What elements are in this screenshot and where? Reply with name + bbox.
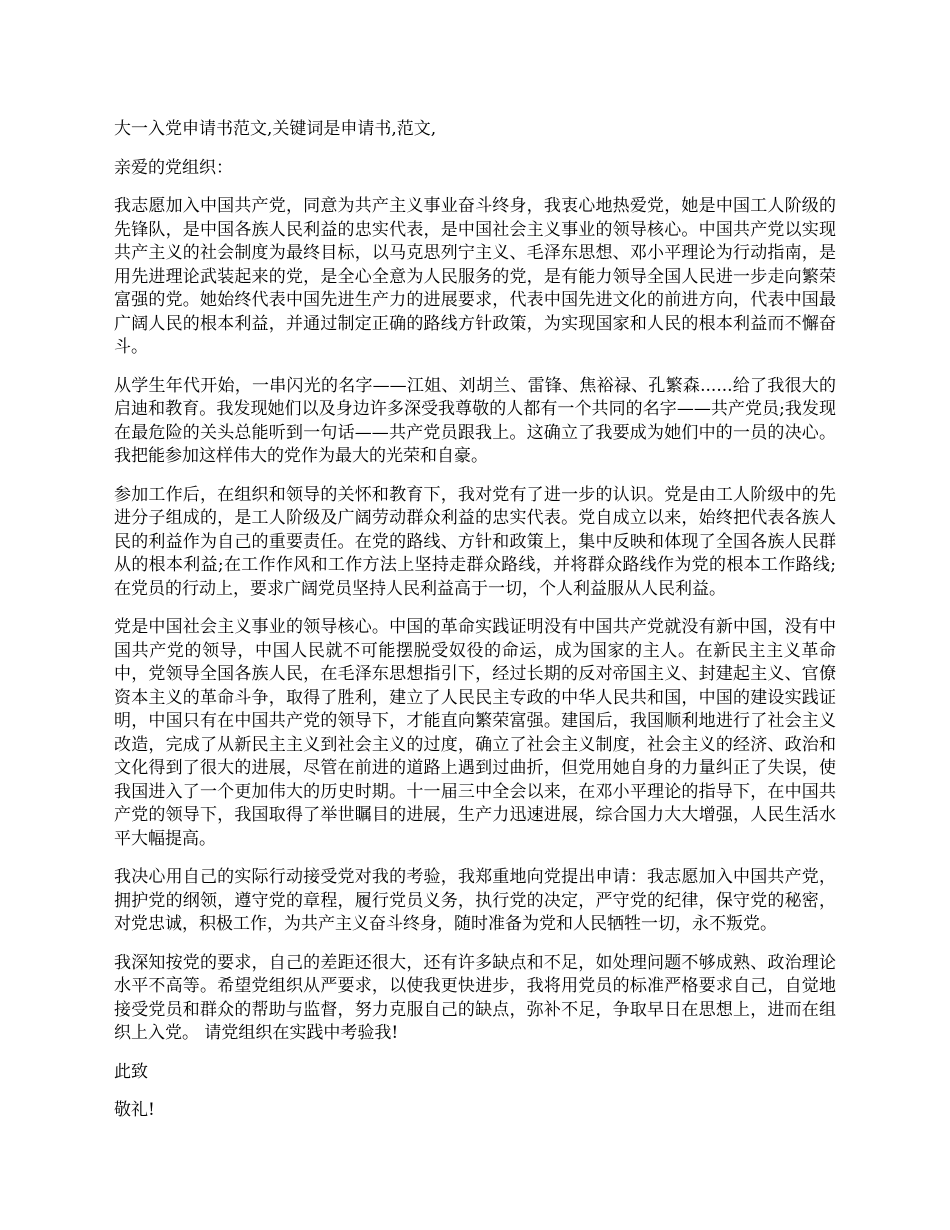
body-paragraph: 我志愿加入中国共产党，同意为共产主义事业奋斗终身，我衷心地热爱党，她是中国工人阶级的先锋队，是中国各族人民利益的忠实代表，是中国社会主义事业的领导核心。中国共产党以实现共产主义的社会制度为最终目标，以马克思列宁主义、毛泽东思想、邓小平理论为行动指南，是用先进理论武装起来的党，是全心全意为人民服务的党，是有能力领导全国人民进一步走向繁荣富强的党。她始终代表中国先进生产力的进展要求，代表中国先进文化的前进方向，代表中国最广阔人民的根本利益，并通过制定正确的路线方针政策，为实现国家和人民的根本利益而不懈奋斗。	[114, 196, 836, 357]
closing-jing-li: 敬礼!	[114, 1100, 155, 1120]
body-paragraph: 从学生年代开始，一串闪光的名字——江姐、刘胡兰、雷锋、焦裕禄、孔繁森......给了我很大的启迪和教育。我发现她们以及身边许多深受我尊敬的人都有一个共同的名字——共产党员;我发现在最危险的关头总能听到一句话——共产党员跟我上。这确立了我要成为她们中的一员的决心。我把能参加这样伟大的党作为最大的光荣和自豪。	[114, 375, 836, 466]
body-paragraph: 我深知按党的要求，自己的差距还很大，还有许多缺点和不足，如处理问题不够成熟、政治理论水平不高等。希望党组织从严要求，以使我更快进步，我将用党员的标准严格要求自己，自觉地接受党员和群众的帮助与监督，努力克服自己的缺点，弥补不足，争取早日在思想上，进而在组织上入党。 请党组织在实践中考验我!	[114, 952, 836, 1043]
body-paragraph: 参加工作后，在组织和领导的关怀和教育下，我对党有了进一步的认识。党是由工人阶级中的先进分子组成的，是工人阶级及广阔劳动群众利益的忠实代表。党自成立以来，始终把代表各族人民的利益作为自己的重要责任。在党的路线、方针和政策上，集中反映和体现了全国各族人民群从的根本利益;在工作作风和工作方法上坚持走群众路线，并将群众路线作为党的根本工作路线;在党员的行动上，要求广阔党员坚持人民利益高于一切，个人利益服从人民利益。	[114, 484, 836, 599]
body-paragraph: 党是中国社会主义事业的领导核心。中国的革命实践证明没有中国共产党就没有新中国，没有中国共产党的领导，中国人民就不可能摆脱受奴役的命运，成为国家的主人。在新民主主义革命中，党领导全国各族人民，在毛泽东思想指引下，经过长期的反对帝国主义、封建起主义、官僚资本主义的革命斗争，取得了胜利，建立了人民民主专政的中华人民共和国，中国的建设实践证明，中国只有在中国共产党的领导下，才能直向繁荣富强。建国后，我国顺利地进行了社会主义改造，完成了从新民主主义到社会主义的过度，确立了社会主义制度，社会主义的经济、政治和文化得到了很大的进展，尽管在前进的道路上遇到过曲折，但党用她自身的力量纠正了失误，使我国进入了一个更加伟大的历史时期。十一届三中全会以来，在邓小平理论的指导下，在中国共产党的领导下，我国取得了举世瞩目的进展，生产力迅速进展，综合国力大大增强，人民生活水平大幅提高。	[114, 617, 836, 849]
document-title-line: 大一入党申请书范文,关键词是申请书,范文,	[114, 119, 437, 139]
body-paragraph: 我决心用自己的实际行动接受党对我的考验，我郑重地向党提出申请：我志愿加入中国共产党，拥护党的纲领，遵守党的章程，履行党员义务，执行党的决定，严守党的纪律，保守党的秘密，对党忠诚，积极工作，为共产主义奋斗终身，随时准备为党和人民牺牲一切，永不叛党。	[114, 867, 836, 934]
closing-ci-zhi: 此致	[114, 1061, 148, 1082]
salutation: 亲爱的党组织：	[114, 157, 233, 178]
document-body	[114, 118, 836, 1138]
